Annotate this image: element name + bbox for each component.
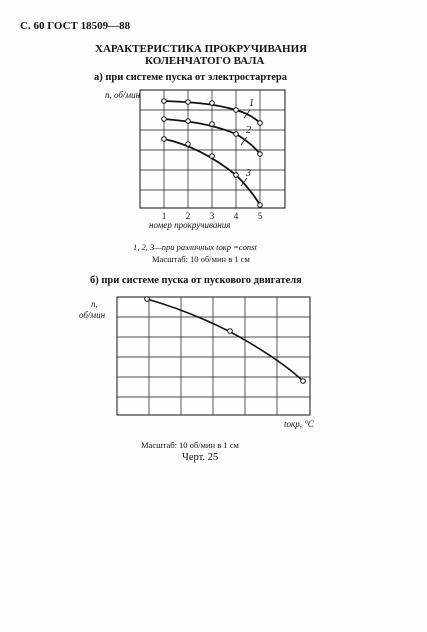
chart-b-y-label-line-2: об/мин [79, 310, 106, 320]
section-a-heading: а) при системе пуска от электростартера [94, 72, 287, 83]
chart-a-point [186, 100, 191, 105]
chart-a-point [162, 137, 167, 142]
chart-a-x-label: номер прокручивания [149, 220, 231, 230]
chart-a-point [162, 117, 167, 122]
chart-b-curve [147, 299, 305, 383]
page-header: С. 60 ГОСТ 18509—88 [20, 20, 131, 32]
chart-b-grid [117, 297, 310, 415]
chart-b-point [228, 329, 233, 334]
section-b-heading: б) при системе пуска от пускового двигателя [90, 275, 302, 286]
chart-a-x-tick: 5 [257, 211, 263, 221]
chart-a-curve-3-label: 3 [246, 168, 251, 179]
section-a-caption-scale: Масштаб: 10 об/мин в 1 см [152, 254, 250, 264]
chart-a-point [210, 154, 215, 159]
chart-a-point [162, 99, 167, 104]
chart-a-point [186, 142, 191, 147]
chart-a-grid [140, 90, 285, 208]
chart-a-curve-1-label: 1 [249, 98, 254, 109]
chart-a-point [186, 119, 191, 124]
section-b-caption-scale: Масштаб: 10 об/мин в 1 см [141, 440, 239, 450]
chart-a-x-tick: 3 [209, 211, 215, 221]
chart-a-y-label: n, об/мин [105, 90, 141, 100]
chart-a-point [258, 152, 263, 157]
chart-b-point [145, 297, 150, 302]
section-a-caption-legend: 1, 2, 3—при различных tокр =const [133, 242, 257, 252]
chart-b-point [301, 379, 306, 384]
chart-b-y-label-line-1: n, [91, 299, 98, 309]
chart-a-x-tick: 4 [233, 211, 239, 221]
chart-a [140, 90, 285, 208]
figure-label: Черт. 25 [182, 452, 219, 463]
chart-b-x-label: tокр, °C [284, 419, 314, 429]
chart-a-point [210, 101, 215, 106]
chart-b-points [145, 297, 306, 384]
chart-a-x-tick: 1 [161, 211, 167, 221]
chart-b [117, 297, 310, 415]
chart-a-point [234, 173, 239, 178]
chart-a-point [258, 203, 263, 208]
chart-a-curve-2-label: 2 [246, 125, 251, 136]
chart-a-point [258, 121, 263, 126]
page-title-line-1: ХАРАКТЕРИСТИКА ПРОКРУЧИВАНИЯ [95, 43, 308, 55]
chart-a-point [234, 108, 239, 113]
chart-a-x-tick: 2 [185, 211, 191, 221]
chart-a-point [210, 122, 215, 127]
chart-a-point [234, 132, 239, 137]
page-title-line-2: КОЛЕНЧАТОГО ВАЛА [145, 55, 265, 67]
